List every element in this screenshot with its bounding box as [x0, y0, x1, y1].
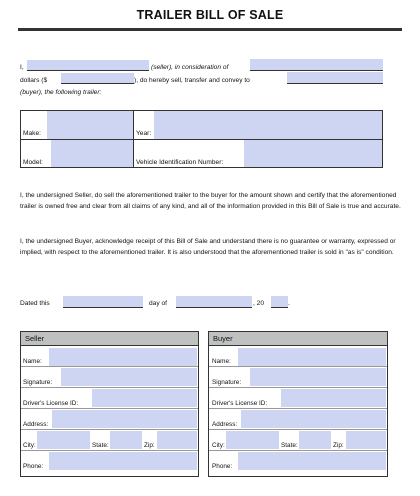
consideration-underline [250, 70, 383, 71]
buyer-row-divider [209, 450, 387, 451]
buyer-row-divider [209, 408, 387, 409]
buyer-statement: I, the undersigned Buyer, acknowledge receipt of this Bill of Sale and understand there is no guarantee or warranty, expressed or implied, with respect to the aforementioned trailer. It is also understood that the aforementioned trailer is sold in "as is" condition. [20, 238, 396, 256]
seller-name-underline [27, 70, 149, 71]
year-prefix-label: , 20 [253, 300, 264, 307]
seller-box-header: Seller [21, 332, 198, 346]
seller-state-label: State: [92, 442, 109, 449]
buyer-signature-input[interactable] [250, 368, 386, 386]
dollars-underline [61, 83, 134, 84]
buyer-city-label: City: [212, 442, 225, 449]
seller-row-divider [21, 450, 198, 451]
dollars-amount-field[interactable] [61, 73, 134, 83]
buyer-zip-input[interactable] [346, 431, 386, 449]
buyer-name-underline [287, 83, 383, 84]
dated-month-field[interactable] [176, 296, 252, 307]
intro-i-label: I, [20, 64, 24, 71]
dated-month-underline [176, 307, 252, 308]
seller-row-divider [21, 408, 198, 409]
intro-convey-text: ), do hereby sell, transfer and convey to [134, 77, 250, 84]
seller-statement: I, the undersigned Seller, do sell the aforementioned trailer to the buyer for the amount shown and certify that the aforementioned trailer is owned free and clear from all claims of any kind, and all of the information provided in this Bill of Sale is true and accurate. [20, 192, 401, 210]
buyer-box-header: Buyer [209, 332, 387, 346]
seller-license-label: Driver's License ID: [23, 400, 79, 407]
buyer-address-input[interactable] [241, 410, 386, 428]
buyer-row-divider [209, 387, 387, 388]
intro-seller-text: (seller), in consideration of [151, 64, 229, 71]
buyer-signature-label: Signature: [212, 379, 242, 386]
make-label: Make: [23, 130, 41, 137]
make-field[interactable] [47, 111, 133, 139]
seller-license-input[interactable] [92, 389, 197, 407]
dated-period: . [288, 300, 290, 307]
year-field[interactable] [154, 111, 382, 139]
intro-dollars-label: dollars ($ [20, 77, 48, 84]
buyer-state-label: State: [281, 442, 298, 449]
dated-label: Dated this [20, 300, 50, 307]
seller-name-field[interactable] [27, 60, 149, 70]
seller-zip-input[interactable] [157, 431, 197, 449]
seller-row-divider [21, 387, 198, 388]
seller-phone-input[interactable] [49, 452, 197, 470]
seller-city-input[interactable] [37, 431, 90, 449]
seller-phone-label: Phone: [23, 463, 44, 470]
year-label: Year: [136, 130, 152, 137]
buyer-phone-label: Phone: [212, 463, 233, 470]
model-label: Model: [23, 159, 43, 166]
buyer-row-divider [209, 429, 387, 430]
buyer-zip-label: Zip: [333, 442, 344, 449]
seller-city-label: City: [23, 442, 36, 449]
seller-signature-label: Signature: [23, 379, 53, 386]
buyer-city-input[interactable] [226, 431, 279, 449]
consideration-field[interactable] [250, 59, 383, 70]
seller-row-divider [21, 429, 198, 430]
title-rule [18, 28, 402, 31]
buyer-name-field[interactable] [287, 72, 383, 83]
dated-day-underline [63, 307, 143, 308]
dated-year-underline [271, 307, 288, 308]
dated-year-field[interactable] [271, 296, 288, 307]
seller-name-label: Name: [23, 358, 42, 365]
seller-address-input[interactable] [52, 410, 197, 428]
model-field[interactable] [51, 140, 133, 167]
vin-label: Vehicle Identification Number: [136, 159, 224, 166]
day-of-label: day of [149, 300, 167, 307]
seller-state-input[interactable] [110, 431, 142, 449]
vehicle-table-col-divider [133, 110, 134, 168]
seller-row-divider [21, 366, 198, 367]
buyer-license-input[interactable] [281, 389, 386, 407]
buyer-address-label: Address: [212, 421, 238, 428]
buyer-phone-input[interactable] [238, 452, 386, 470]
seller-signature-input[interactable] [61, 368, 197, 386]
buyer-name-input[interactable] [238, 348, 386, 366]
buyer-state-input[interactable] [299, 431, 331, 449]
buyer-row-divider [209, 366, 387, 367]
vin-field[interactable] [244, 140, 382, 167]
buyer-license-label: Driver's License ID: [212, 400, 268, 407]
intro-buyer-text: (buyer), the following trailer: [20, 89, 102, 96]
seller-address-label: Address: [23, 421, 49, 428]
dated-day-field[interactable] [63, 296, 143, 307]
seller-zip-label: Zip: [144, 442, 155, 449]
seller-name-input[interactable] [49, 348, 197, 366]
document-title: TRAILER BILL OF SALE [136, 8, 284, 22]
buyer-name-label: Name: [212, 358, 231, 365]
